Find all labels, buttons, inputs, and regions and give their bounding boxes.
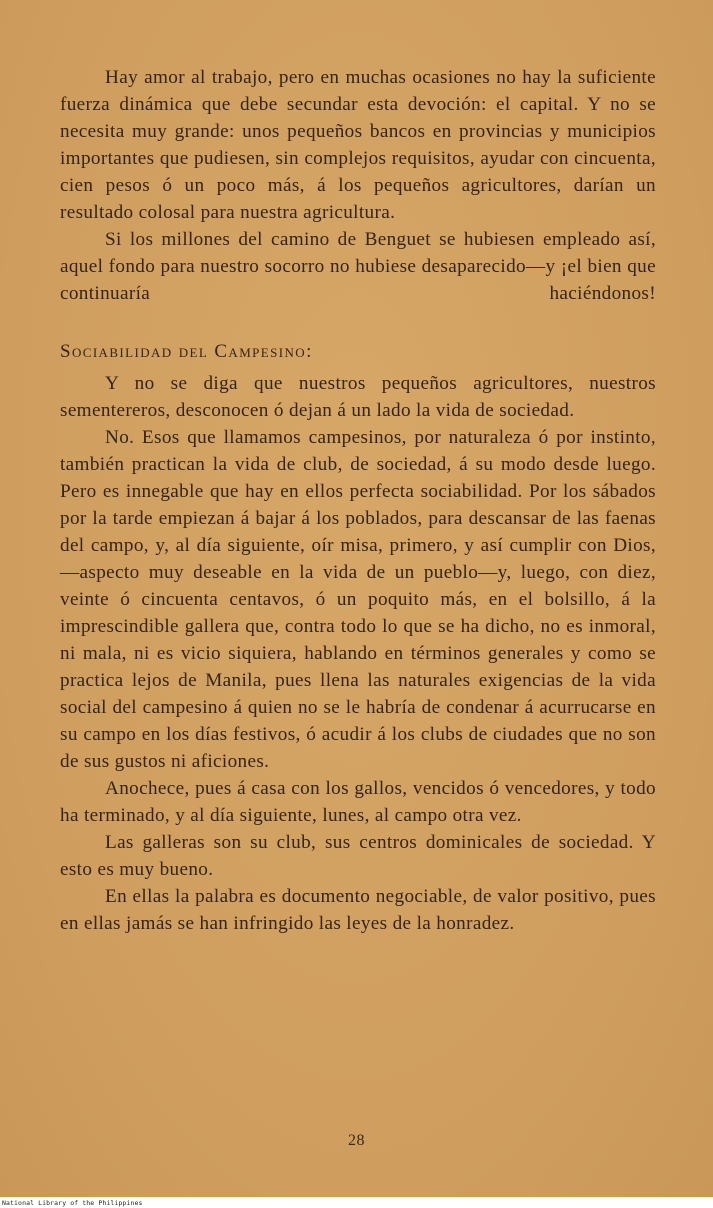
body-text xyxy=(60,64,656,937)
footer-credit: National Library of the Philippines xyxy=(2,1199,143,1207)
paragraph-campesinos: No. Esos que llamamos campesinos, por naturaleza ó por instinto, también practican la vida de club, de sociedad, á su modo desde luego. Pero es innegable que hay en ellos perfecta sociabilidad. Por los sábados por la tarde empiezan á bajar á los poblados, para descansar de las faenas del campo, y, al día siguiente, oír misa, primero, y así cumplir con Dios,—aspecto muy deseable en la vida de un pueblo—y, luego, con diez, veinte ó cincuenta centavos, ó un poquito más, en el bolsillo, á la imprescindible gallera que, contra todo lo que se ha dicho, no es inmoral, ni mala, ni es vicio siquiera, hablando en términos generales y como se practica lejos de Manila, pues llena las naturales exigencias de la vida social del campesino á quien no se le habría de condenar á acurrucarse en su campo en los días festivos, ó acudir á los clubs de ciudades que no son de sus gustos ni aficiones. xyxy=(60,427,656,772)
paragraph-honradez: En ellas la palabra es documento negociable, de valor positivo, pues en ellas jamás se han infringido las leyes de la honradez. xyxy=(60,886,656,934)
paragraph-capital: Hay amor al trabajo, pero en muchas ocasiones no hay la suficiente fuerza dinámica que debe secundar esta devoción: el capital. Y no se necesita muy grande: unos pequeños bancos en provincias y municipios importantes que pudiesen, sin complejos requisitos, ayudar con cincuenta, cien pesos ó un poco más, á los pequeños agricultores, darían un resultado colosal para nuestra agricultura. xyxy=(60,67,656,223)
paragraph-galleras: Las galleras son su club, sus centros dominicales de sociedad. Y esto es muy bueno. xyxy=(60,832,656,880)
paragraph-benguet: Si los millones del camino de Benguet se hubiesen empleado así, aquel fondo para nuestro socorro no hubiese desaparecido—y ¡el bien que continuaría haciéndonos! xyxy=(60,229,656,304)
paragraph-sociedad: Y no se diga que nuestros pequeños agricultores, nuestros sementereros, desconocen ó dejan á un lado la vida de sociedad. xyxy=(60,373,656,421)
page-number: 28 xyxy=(348,1132,365,1149)
paragraph-anochece: Anochece, pues á casa con los gallos, vencidos ó vencedores, y todo ha terminado, y al día siguiente, lunes, al campo otra vez. xyxy=(60,778,656,826)
section-heading: Sociabilidad del Campesino: xyxy=(60,341,313,362)
